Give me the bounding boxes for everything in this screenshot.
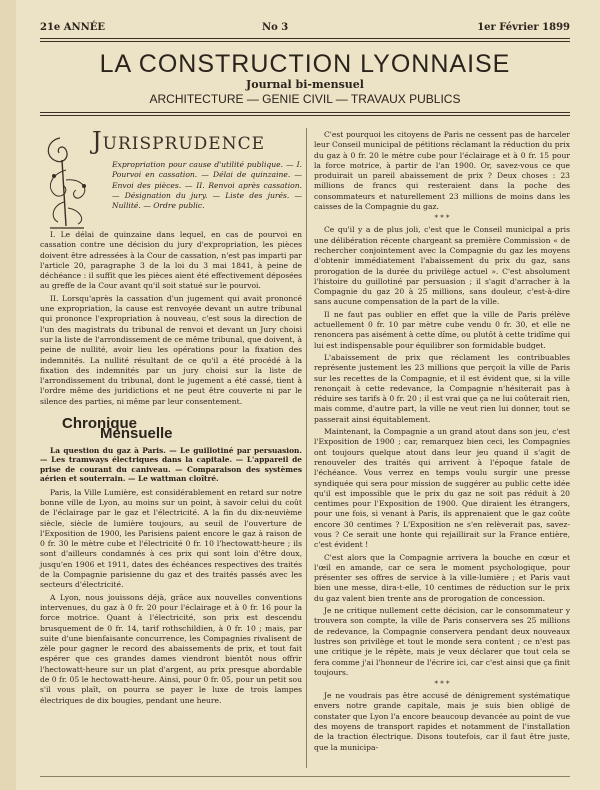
masthead-subtitle: Journal bi-mensuel [246, 78, 364, 91]
chronique-paragraph: Paris, la Ville Lumière, est considérablement en retard sur notre bonne ville de Lyon, au moins sur un point, à savoir celui du coût de l'éclairage par le gaz et l'électricité. A la fin du dix-neuvième siècle, siècle de lumière toujours, au seuil de l'ouverture de l'Exposition de 1900, les Parisiens paient encore le gaz à raison de 0 fr. 30 le mètre cube et l'électricité 0 fr. 10 l'hectowatt-heure ; ils sont d'ailleurs condamnés à ces prix qui sont loin d'être doux, jusqu'en 1906 et 1911, dates des échéances respectives des traités de la Compagnie parisienne du gaz et des traités passés avec les secteurs d'électricité. [40, 487, 302, 590]
article-paragraph: Il ne faut pas oublier en effet que la ville de Paris prélève actuellement 0 fr. 10 par mètre cube vendu 0 fr. 30, et elle ne renoncera pas aisément à cette dîme, ou plutôt à cette tridîme qui lui est indispensable pour équilibrer son formidable budget. [314, 309, 570, 350]
issue-year: 21e ANNÉE [40, 22, 106, 33]
article-paragraph: Je ne critique nullement cette décision, car le consommateur y trouvera son compte, la ville de Paris conservera ses 25 millions de redevance, la Compagnie conservera pendant deux nouveaux lustres son privilège et tout le monde sera content ; ce n'est pas une critique je le répète, mais je veux déclarer que tout cela se fera comme j'ai l'honneur de l'écrire ici, car c'est ainsi que ça finit toujours. [314, 606, 570, 677]
issue-date: 1er Février 1899 [477, 22, 570, 33]
right-column [314, 130, 570, 755]
masthead-tagline: ARCHITECTURE — GENIE CIVIL — TRAVAUX PUBLICS [149, 92, 461, 106]
issue-number: No 3 [262, 22, 289, 33]
chronique-paragraph: A Lyon, nous jouissons déjà, grâce aux nouvelles conventions intervenues, du gaz à 0 fr. 20 pour l'éclairage et à 0 fr. 16 pour la force motrice. Quant à l'électricité, son prix est descendu brusquement de 0 fr. 14, tarif rothschildien, à 0 fr. 10 ; mais, par suite d'une bienfaisante concurrence, les Compagnies rivalisent de zèle pour gagner le record des abaissements de prix, et tout fait espérer que ces grandes dames viendront bientôt nous offrir l'hectowatt-heure sur un plat d'argent, au prix presque abordable de 0 fr. 05 le hectowatt-heure. Ainsi, pour 0 fr. 05, pour un petit sou s'il vous plaît, on pourra se payer le luxe de trois lampes électriques de dix bougies, pendant une heure. [40, 592, 302, 705]
left-column [40, 127, 302, 708]
header-rule [40, 38, 570, 39]
article-paragraph: Je ne voudrais pas être accusé de dénigrement systématique envers notre grande capitale, mais je suis bien obligé de constater que Lyon l'a encore beaucoup devancée au point de vue des moyens de transport rapides et notamment de l'installation de la traction électrique. Disons toutefois, car il faut être juste, que la municipa- [314, 691, 570, 752]
page-margin [0, 0, 16, 790]
footer-rule [40, 776, 570, 777]
article-paragraph: L'abaissement de prix que réclament les contribuables représente justement les 23 millions que perçoit la ville de Paris sur les recettes de la Compagnie, et il est évident que, si la ville renonçait à cette redevance, la Compagnie n'hésiterait pas à réduire ses tarifs à 0 fr. 20 ; il est vrai que ça ne lui coûterait rien, mais comme, d'autre part, la ville ne veut rien lui donner, tout se passerait ainsi équitablement. [314, 352, 570, 424]
masthead-rule [40, 112, 570, 113]
masthead-title: LA CONSTRUCTION LYONNAISE [99, 50, 511, 78]
jurisprudence-paragraph: I. Le délai de quinzaine dans lequel, en cas de pourvoi en cassation contre une décision du jury d'expropriation, les pièces doivent être adressées à la Cour de cassation, n'est pas imparti par l'article 20, paragraphe 3 de la loi du 3 mai 1841, à peine de déchéance : il suffit que les pièces aient été effectivement déposées au greffe de la Cour avant qu'il soit statué sur le pourvoi. [40, 230, 302, 291]
chronique-subtitle: Mensuelle [100, 425, 173, 443]
header-rule-2 [40, 41, 570, 42]
issue-header [40, 22, 570, 36]
article-paragraph: C'est alors que la Compagnie arrivera la bouche en cœur et l'œil en amande, car ce sera le moment psychologique, pour présenter ses offres de service à la ville-lumière ; et Paris vaut bien une messe, dira-t-elle, 10 centimes de réduction sur le prix du gaz valent bien trente ans de prorogation de concession. [314, 552, 570, 603]
article-paragraph: C'est pourquoi les citoyens de Paris ne cessent pas de harceler leur Conseil municipal de pétitions réclamant la réduction du prix du gaz à 0 fr. 20 le mètre cube pour l'éclairage et à 0 fr. 15 pour la force motrice, à partir de l'an 1900. Or, savez-vous ce que produirait un pareil abaissement de prix ? Deux choses : 23 millions de francs qui resteraient dans la poche des consommateurs et naturellement 23 millions de moins dans les caisses de la Compagnie du gaz. [314, 130, 570, 212]
chronique-title: Chronique [62, 415, 137, 433]
article-paragraph: Maintenant, la Compagnie a un grand atout dans son jeu, c'est l'Exposition de 1900 ; car, remarquez bien ceci, les Compagnies ont toujours quelque atout dans leur jeu quand il s'agit de renouveler des traités qui arrivent à l'époque fatale de l'échéance. Vous verrez en temps voulu surgir une presse syndiquée qui sera pour mission de suggérer au public cette idée qu'il est impossible que le prix du gaz ne soit pas réduit à 20 centimes pour l'Exposition de 1900. Que diraient les étrangers, pour une fois, si venant à Paris, ils apprenaient que le gaz coûte encore 30 centimes ? L'Exposition ne s'en relèverait pas, savez-vous ? Ce serait une honte qui rejaillirait sur la France entière, c'est évident ! [314, 427, 570, 550]
section-stars: * * * [434, 680, 450, 689]
jurisprudence-summary: Expropriation pour cause d'utilité publique. — I. Pourvoi en cassation. — Délai de quinzaine. — Envoi des pièces. — II. Renvoi après cassation. — Désignation du jury. — Liste des jurés. — Nullité. — Ordre public. [112, 160, 302, 211]
masthead-rule-2 [40, 115, 570, 116]
section-stars: * * * [434, 214, 450, 223]
column-divider [306, 128, 307, 768]
jurisprudence-title: JURISPRUDENCE [92, 127, 266, 155]
jurisprudence-heading-block [40, 127, 302, 230]
article-paragraph: Ce qu'il y a de plus joli, c'est que le Conseil municipal a pris une délibération récente chargeant sa première Commission « de rechercher conjointement avec la Compagnie du gaz les moyens d'obtenir immédiatement l'abaissement du prix du gaz, sans prorogation de la durée du privilège actuel ». C'est absolument l'histoire du guillotiné par persuasion ; il s'agit d'arracher à la Compagnie du gaz 20 à 25 millions, sans douleur, c'est-à-dire sans aucune compensation de la part de la ville. [314, 225, 570, 307]
jurisprudence-paragraph: II. Lorsqu'après la cassation d'un jugement qui avait prononcé une expropriation, la cause est renvoyée devant un autre tribunal qui prononce l'expropriation à nouveau, c'est sous la direction de l'un des magistrats du tribunal de renvoi et devant un Jury choisi sur la liste de l'arrondissement de ce même tribunal, que doivent, à peine de nullité, avoir lieu les opérations pour la fixation des indemnités. La nullité résultant de ce qu'il a été procédé à la fixation des indemnités par un jury choisi sur la liste de l'arrondissement du tribunal, dont le jugement a été cassé, tient à l'ordre même des juridictions et ne peut être couverte ni par le silence des parties, ni même par leur consentement. [40, 293, 302, 406]
chronique-summary: La question du gaz à Paris. — Le guillotiné par persuasion. — Les tramways électriques dans la capitale. — L'appareil de prise de courant du caniveau. — Comparaison des systèmes aérien et souterrain. — Le wattman cloîtré. [40, 445, 302, 484]
